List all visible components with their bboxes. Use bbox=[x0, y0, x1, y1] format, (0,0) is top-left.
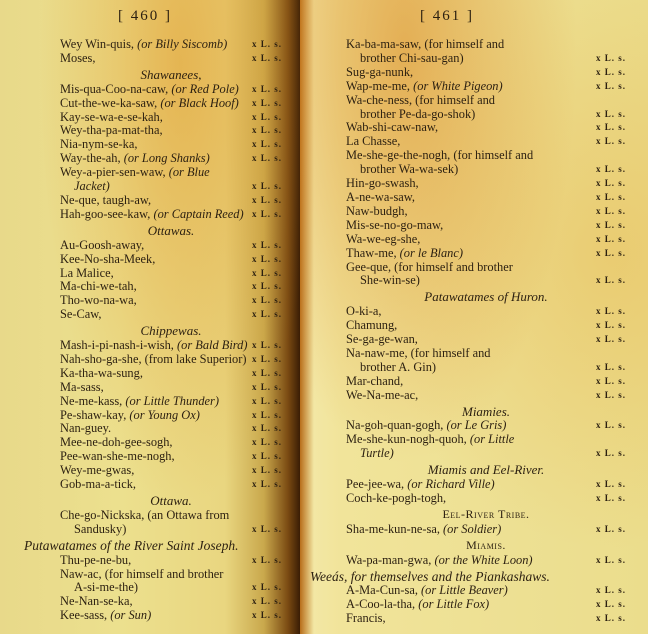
seal-mark: x L. s. bbox=[595, 420, 626, 431]
tribe-heading: Putawatames of the River Saint Joseph. bbox=[24, 537, 239, 553]
signatory-name: Pee-jee-wa, bbox=[346, 477, 405, 492]
signatory-name: brother Pe-da-go-shok) bbox=[360, 106, 476, 121]
seal-mark: x L. s. bbox=[595, 52, 626, 63]
signatory-name: Moses, bbox=[60, 50, 96, 65]
tribe-heading: Chippewas. bbox=[140, 323, 202, 339]
seal-mark: x L. s. bbox=[251, 479, 282, 490]
seal-mark: x L. s. bbox=[251, 554, 282, 565]
signatory-name: Na-goh-quan-gogh, bbox=[346, 418, 444, 433]
signatory-row bbox=[60, 267, 282, 281]
signatory-name: Thu-pe-ne-bu, bbox=[60, 552, 132, 567]
signatory-alias: (or Richard Ville) bbox=[404, 477, 495, 492]
tribe-heading: Ottawas. bbox=[147, 222, 195, 238]
signatory-name: Cut-the-we-ka-saw, bbox=[60, 95, 158, 110]
signatory-row bbox=[346, 219, 626, 233]
signatory-row bbox=[346, 149, 626, 163]
signatory-row bbox=[346, 478, 626, 492]
page-461 bbox=[300, 0, 648, 634]
signatory-row bbox=[346, 38, 626, 52]
signatory-row bbox=[346, 233, 626, 247]
signatory-name: She-win-se) bbox=[360, 273, 420, 288]
signatory-name: Wa-pa-man-gwa, bbox=[346, 552, 432, 567]
seal-mark: x L. s. bbox=[251, 465, 282, 476]
tribe-heading: Shawanees, bbox=[140, 66, 202, 82]
seal-mark: x L. s. bbox=[251, 39, 282, 49]
signatory-row bbox=[60, 38, 282, 52]
signatory-name: Kee-No-sha-Meek, bbox=[60, 251, 156, 266]
signatory-row-continuation bbox=[60, 581, 282, 595]
seal-mark: x L. s. bbox=[595, 136, 626, 147]
signatory-row bbox=[60, 422, 282, 436]
signatory-row bbox=[60, 83, 282, 97]
signatory-row bbox=[346, 94, 626, 108]
signatory-name: Chamung, bbox=[346, 318, 398, 333]
seal-mark: x L. s. bbox=[251, 309, 282, 320]
signatory-row-continuation bbox=[60, 523, 282, 537]
signatory-row bbox=[60, 464, 282, 478]
signatory-alias: (or Long Shanks) bbox=[120, 151, 210, 166]
seal-mark: x L. s. bbox=[251, 451, 282, 462]
signatory-name: Mash-i-pi-nash-i-wish, bbox=[60, 338, 174, 353]
signatory-name: Kee-sass, bbox=[60, 608, 108, 623]
signatory-row bbox=[60, 367, 282, 381]
signatory-name: La Chasse, bbox=[346, 134, 401, 149]
signatory-row bbox=[346, 80, 626, 94]
seal-mark: x L. s. bbox=[595, 275, 626, 286]
signatory-name: Mee-ne-doh-gee-sogh, bbox=[60, 435, 173, 450]
seal-mark: x L. s. bbox=[251, 52, 282, 63]
signatory-name: We-Na-me-ac, bbox=[346, 387, 419, 402]
seal-mark: x L. s. bbox=[251, 267, 282, 278]
tribe-heading: Patawatames of Huron. bbox=[424, 289, 548, 305]
seal-mark: x L. s. bbox=[251, 83, 282, 94]
seal-mark: x L. s. bbox=[595, 108, 626, 119]
seal-mark: x L. s. bbox=[251, 367, 282, 378]
seal-mark: x L. s. bbox=[595, 247, 626, 258]
signatory-name: Naw-ac, (for himself and brother bbox=[60, 566, 224, 581]
signatory-name: Wap-me-me, bbox=[346, 78, 411, 93]
seal-mark: x L. s. bbox=[251, 125, 282, 136]
seal-mark: x L. s. bbox=[251, 381, 282, 392]
seal-mark: x L. s. bbox=[251, 253, 282, 264]
signatory-row bbox=[60, 409, 282, 423]
signatory-alias: (or Soldier) bbox=[439, 521, 502, 536]
signatory-name: Nia-nym-se-ka, bbox=[60, 137, 138, 152]
signatory-row bbox=[60, 239, 282, 253]
signatory-alias: (or Red Pole) bbox=[168, 81, 239, 96]
signatory-name: Me-she-ge-the-nogh, (for himself and bbox=[346, 148, 534, 163]
signatory-row bbox=[346, 389, 626, 403]
signatory-alias: (or Blue bbox=[165, 165, 210, 180]
seal-mark: x L. s. bbox=[595, 219, 626, 230]
tribe-heading: Miamies. bbox=[461, 403, 511, 419]
signatory-row bbox=[60, 339, 282, 353]
seal-mark: x L. s. bbox=[595, 599, 626, 610]
page-number: [ 461 ] bbox=[420, 8, 474, 24]
signatory-alias: (or Black Hoof) bbox=[157, 95, 239, 110]
signatory-alias: (or Young Ox) bbox=[126, 407, 200, 422]
seal-mark: x L. s. bbox=[595, 320, 626, 331]
seal-mark: x L. s. bbox=[595, 205, 626, 216]
signatory-row bbox=[60, 436, 282, 450]
signatory-row bbox=[60, 253, 282, 267]
signatory-row bbox=[60, 595, 282, 609]
signatory-name: Way-the-ah, bbox=[60, 151, 121, 166]
tribe-heading: Eel-River Tribe. bbox=[442, 506, 530, 521]
signatory-list-left bbox=[24, 37, 282, 623]
signatory-row bbox=[60, 294, 282, 308]
signatory-row bbox=[346, 523, 626, 537]
signatory-row bbox=[60, 308, 282, 322]
seal-mark: x L. s. bbox=[251, 409, 282, 420]
signatory-row-continuation bbox=[60, 180, 282, 194]
signatory-alias: Jacket) bbox=[74, 179, 110, 194]
signatory-alias: (or the White Loon) bbox=[431, 552, 533, 567]
signatory-alias: (or le Blanc) bbox=[396, 245, 463, 260]
seal-mark: x L. s. bbox=[251, 111, 282, 122]
signatory-name: Wey-me-gwas, bbox=[60, 463, 135, 478]
signatory-row bbox=[346, 612, 626, 626]
signatory-alias: (or White Pigeon) bbox=[410, 78, 503, 93]
signatory-row bbox=[60, 395, 282, 409]
page-number: [ 460 ] bbox=[118, 8, 172, 24]
signatory-row bbox=[346, 121, 626, 135]
signatory-row bbox=[346, 205, 626, 219]
signatory-name: Coch-ke-pogh-togh, bbox=[346, 491, 447, 505]
tribe-heading: Miamis and Eel-River. bbox=[427, 462, 545, 478]
seal-mark: x L. s. bbox=[595, 80, 626, 91]
signatory-row-continuation bbox=[346, 52, 626, 66]
seal-mark: x L. s. bbox=[251, 340, 282, 351]
signatory-row bbox=[346, 492, 626, 506]
signatory-alias: (or Billy Siscomb) bbox=[134, 37, 228, 51]
signatory-name: Wey-tha-pa-mat-tha, bbox=[60, 123, 163, 138]
signatory-row bbox=[60, 609, 282, 623]
signatory-name: Sha-me-kun-ne-sa, bbox=[346, 521, 440, 536]
signatory-name: A-si-me-the) bbox=[74, 580, 138, 595]
signatory-name: Me-she-kun-nogh-quoh, bbox=[346, 432, 467, 447]
signatory-name: Pee-wan-she-me-nogh, bbox=[60, 449, 175, 464]
signatory-row bbox=[60, 111, 282, 125]
signatory-row-continuation bbox=[346, 361, 626, 375]
signatory-name: brother Wa-wa-sek) bbox=[360, 162, 459, 177]
signatory-alias: (or Little Fox) bbox=[415, 597, 490, 612]
signatory-name: Au-Goosh-away, bbox=[60, 237, 145, 252]
signatory-row bbox=[60, 52, 282, 66]
signatory-row bbox=[60, 450, 282, 464]
signatory-name: La Malice, bbox=[60, 265, 114, 280]
seal-mark: x L. s. bbox=[595, 375, 626, 386]
signatory-row bbox=[346, 319, 626, 333]
signatory-row bbox=[60, 208, 282, 222]
seal-mark: x L. s. bbox=[251, 582, 282, 593]
signatory-name: Thaw-me, bbox=[346, 245, 397, 260]
seal-mark: x L. s. bbox=[251, 208, 282, 219]
seal-mark: x L. s. bbox=[251, 181, 282, 192]
seal-mark: x L. s. bbox=[251, 139, 282, 150]
signatory-name: Mis-se-no-go-maw, bbox=[346, 217, 444, 232]
seal-mark: x L. s. bbox=[251, 353, 282, 364]
signatory-name: Kay-se-wa-e-se-kah, bbox=[60, 109, 163, 124]
signatory-name: Sandusky) bbox=[74, 521, 127, 536]
signatory-row bbox=[346, 433, 626, 447]
signatory-name: Wey Win-quis, bbox=[60, 37, 134, 51]
seal-mark: x L. s. bbox=[595, 479, 626, 490]
signatory-name: Ka-ba-ma-saw, (for himself and bbox=[346, 37, 505, 51]
seal-mark: x L. s. bbox=[595, 334, 626, 345]
signatory-row bbox=[60, 124, 282, 138]
signatory-row bbox=[60, 138, 282, 152]
signatory-alias: (or Captain Reed) bbox=[150, 206, 244, 221]
signatory-row bbox=[60, 509, 282, 523]
signatory-name: Ne-Nan-se-ka, bbox=[60, 594, 133, 609]
signatory-row bbox=[346, 347, 626, 361]
signatory-name: A-Ma-Cun-sa, bbox=[346, 583, 418, 598]
signatory-alias: (or Little Beaver) bbox=[417, 583, 508, 598]
signatory-name: Naw-budgh, bbox=[346, 203, 408, 218]
signatory-row-continuation bbox=[346, 447, 626, 461]
signatory-alias: (or Le Gris) bbox=[443, 418, 507, 433]
seal-mark: x L. s. bbox=[251, 194, 282, 205]
seal-mark: x L. s. bbox=[595, 389, 626, 400]
seal-mark: x L. s. bbox=[251, 295, 282, 306]
signatory-name: Tho-wo-na-wa, bbox=[60, 293, 137, 308]
signatory-row bbox=[60, 194, 282, 208]
signatory-name: Wey-a-pier-sen-waw, bbox=[60, 165, 166, 180]
signatory-row bbox=[346, 66, 626, 80]
seal-mark: x L. s. bbox=[251, 395, 282, 406]
seal-mark: x L. s. bbox=[595, 361, 626, 372]
seal-mark: x L. s. bbox=[251, 523, 282, 534]
seal-mark: x L. s. bbox=[595, 191, 626, 202]
signatory-name: Ne-me-kass, bbox=[60, 393, 123, 408]
signatory-row bbox=[60, 152, 282, 166]
signatory-name: Ka-tha-wa-sung, bbox=[60, 365, 143, 380]
signatory-name: Mis-qua-Coo-na-caw, bbox=[60, 81, 169, 96]
signatory-row bbox=[60, 280, 282, 294]
signatory-alias: Turtle) bbox=[360, 446, 394, 461]
signatory-alias: (or Bald Bird) bbox=[173, 338, 248, 353]
signatory-row bbox=[60, 554, 282, 568]
signatory-row bbox=[60, 97, 282, 111]
signatory-row bbox=[346, 191, 626, 205]
signatory-name: Nan-guey. bbox=[60, 421, 112, 436]
seal-mark: x L. s. bbox=[595, 613, 626, 624]
signatory-name: Pe-shaw-kay, bbox=[60, 407, 127, 422]
seal-mark: x L. s. bbox=[251, 437, 282, 448]
signatory-name: Ma-sass, bbox=[60, 379, 104, 394]
signatory-row bbox=[346, 247, 626, 261]
signatory-row bbox=[346, 261, 626, 275]
tribe-heading: Weeás, for themselves and the Piankashaws. bbox=[310, 568, 550, 584]
signatory-name: Che-go-Nickska, (an Ottawa from bbox=[60, 507, 230, 522]
signatory-row bbox=[60, 568, 282, 582]
signatory-list-right bbox=[310, 37, 626, 626]
signatory-name: Francis, bbox=[346, 611, 386, 626]
signatory-row bbox=[60, 353, 282, 367]
signatory-name: Ne-que, taugh-aw, bbox=[60, 192, 152, 207]
signatory-row bbox=[346, 375, 626, 389]
seal-mark: x L. s. bbox=[251, 239, 282, 250]
signatory-name: Se-Caw, bbox=[60, 307, 102, 322]
signatory-name: Gob-ma-a-tick, bbox=[60, 477, 137, 492]
signatory-alias: (or Sun) bbox=[107, 608, 152, 623]
seal-mark: x L. s. bbox=[251, 97, 282, 108]
signatory-name: Wab-shi-caw-naw, bbox=[346, 120, 439, 135]
signatory-name: Wa-che-ness, (for himself and bbox=[346, 92, 496, 107]
signatory-name: brother A. Gin) bbox=[360, 359, 437, 374]
signatory-row-continuation bbox=[346, 163, 626, 177]
signatory-row bbox=[346, 333, 626, 347]
signatory-name: O-ki-a, bbox=[346, 304, 382, 319]
seal-mark: x L. s. bbox=[595, 493, 626, 503]
signatory-name: Wa-we-eg-she, bbox=[346, 231, 421, 246]
signatory-row bbox=[346, 177, 626, 191]
signatory-name: Nah-sho-ga-she, (from lake Superior) bbox=[60, 351, 247, 366]
tribe-heading: Ottawa. bbox=[150, 493, 192, 508]
signatory-row bbox=[346, 598, 626, 612]
seal-mark: x L. s. bbox=[595, 585, 626, 596]
seal-mark: x L. s. bbox=[595, 233, 626, 244]
seal-mark: x L. s. bbox=[595, 122, 626, 133]
signatory-row bbox=[60, 166, 282, 180]
signatory-alias: (or Little Thunder) bbox=[122, 393, 219, 408]
signatory-row bbox=[346, 135, 626, 149]
signatory-name: Hin-go-swash, bbox=[346, 176, 419, 191]
signatory-name: Ma-chi-we-tah, bbox=[60, 279, 137, 294]
signatory-name: Se-ga-ge-wan, bbox=[346, 332, 418, 347]
seal-mark: x L. s. bbox=[251, 281, 282, 292]
signatory-name: Mar-chand, bbox=[346, 373, 404, 388]
seal-mark: x L. s. bbox=[595, 554, 626, 565]
signatory-name: A-Coo-la-tha, bbox=[346, 597, 416, 612]
seal-mark: x L. s. bbox=[251, 610, 282, 621]
seal-mark: x L. s. bbox=[251, 153, 282, 164]
signatory-row bbox=[346, 305, 626, 319]
signatory-name: Hah-goo-see-kaw, bbox=[60, 206, 151, 221]
signatory-row bbox=[60, 381, 282, 395]
seal-mark: x L. s. bbox=[595, 523, 626, 534]
page-460 bbox=[0, 0, 300, 634]
signatory-name: brother Chi-sau-gan) bbox=[360, 50, 464, 65]
seal-mark: x L. s. bbox=[595, 178, 626, 189]
signatory-name: Na-naw-me, (for himself and bbox=[346, 345, 491, 360]
signatory-row bbox=[60, 478, 282, 492]
signatory-row-continuation bbox=[346, 274, 626, 288]
signatory-row bbox=[346, 584, 626, 598]
seal-mark: x L. s. bbox=[251, 423, 282, 434]
signatory-row bbox=[346, 419, 626, 433]
signatory-row-continuation bbox=[346, 108, 626, 122]
signatory-name: Gee-que, (for himself and brother bbox=[346, 259, 513, 274]
seal-mark: x L. s. bbox=[595, 164, 626, 175]
signatory-alias: (or Little bbox=[466, 432, 515, 447]
seal-mark: x L. s. bbox=[595, 448, 626, 459]
signatory-name: A-ne-wa-saw, bbox=[346, 189, 416, 204]
tribe-heading: Miamis. bbox=[466, 537, 506, 552]
seal-mark: x L. s. bbox=[595, 66, 626, 77]
signatory-name: Sug-ga-nunk, bbox=[346, 64, 414, 79]
seal-mark: x L. s. bbox=[251, 596, 282, 607]
signatory-row bbox=[346, 554, 626, 568]
seal-mark: x L. s. bbox=[595, 306, 626, 317]
